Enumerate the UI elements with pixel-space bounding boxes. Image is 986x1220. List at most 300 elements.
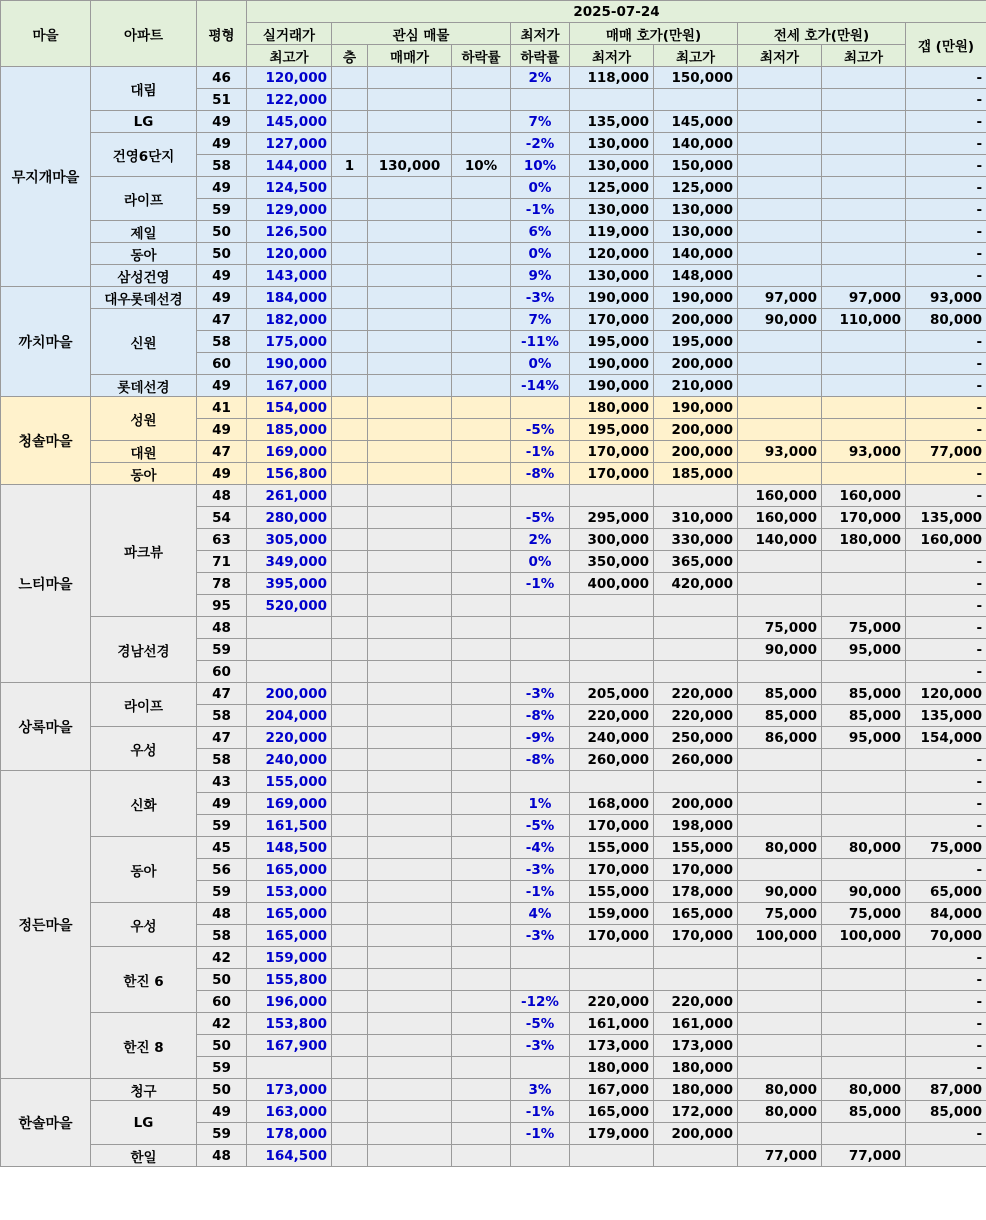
min-rate-cell: 9% <box>511 265 570 287</box>
size-cell: 48 <box>197 485 247 507</box>
floor-cell <box>332 309 368 331</box>
gap-cell: - <box>906 89 986 111</box>
village-name: 청솔마을 <box>1 397 91 485</box>
size-cell: 50 <box>197 1035 247 1057</box>
min-rate-cell: 6% <box>511 221 570 243</box>
min-rate-cell: -2% <box>511 133 570 155</box>
sale-max-cell <box>654 771 738 793</box>
floor-cell <box>332 771 368 793</box>
table-header <box>1 1 986 67</box>
table-row <box>1 375 986 397</box>
min-rate-cell: -3% <box>511 859 570 881</box>
min-rate-cell: 0% <box>511 353 570 375</box>
apt-name: 성원 <box>91 397 197 441</box>
village-name: 상록마을 <box>1 683 91 771</box>
jeonse-min-cell <box>738 419 822 441</box>
min-rate-cell: -3% <box>511 1035 570 1057</box>
jeonse-min-cell: 80,000 <box>738 1079 822 1101</box>
sale-max-cell: 365,000 <box>654 551 738 573</box>
sale-min-cell <box>570 485 654 507</box>
apt-name: 대림 <box>91 67 197 111</box>
size-cell: 42 <box>197 947 247 969</box>
size-cell: 49 <box>197 793 247 815</box>
drop-rate-cell <box>452 199 511 221</box>
min-rate-cell <box>511 661 570 683</box>
sale-max-cell: 178,000 <box>654 881 738 903</box>
real-max-cell: 200,000 <box>247 683 332 705</box>
size-cell: 58 <box>197 331 247 353</box>
gap-cell: - <box>906 353 986 375</box>
jeonse-min-cell <box>738 793 822 815</box>
apt-name: 건영6단지 <box>91 133 197 177</box>
sale-price-cell <box>368 243 452 265</box>
min-rate-cell: -12% <box>511 991 570 1013</box>
floor-cell <box>332 837 368 859</box>
sale-price-cell <box>368 881 452 903</box>
table-row <box>1 287 986 309</box>
apt-name: 롯데선경 <box>91 375 197 397</box>
min-rate-cell: -9% <box>511 727 570 749</box>
gap-cell: - <box>906 595 986 617</box>
jeonse-max-cell <box>822 595 906 617</box>
gap-cell: - <box>906 1035 986 1057</box>
drop-rate-cell <box>452 353 511 375</box>
gap-cell: 75,000 <box>906 837 986 859</box>
jeonse-max-cell: 180,000 <box>822 529 906 551</box>
gap-cell <box>906 1145 986 1167</box>
jeonse-max-cell <box>822 331 906 353</box>
jeonse-min-cell <box>738 155 822 177</box>
sale-price-cell <box>368 617 452 639</box>
jeonse-max-cell <box>822 815 906 837</box>
drop-rate-cell <box>452 243 511 265</box>
size-cell: 51 <box>197 89 247 111</box>
size-cell: 59 <box>197 815 247 837</box>
jeonse-min-cell: 100,000 <box>738 925 822 947</box>
sale-min-cell <box>570 617 654 639</box>
jeonse-max-cell: 75,000 <box>822 617 906 639</box>
table-row <box>1 221 986 243</box>
min-rate-cell <box>511 485 570 507</box>
village-name: 느티마을 <box>1 485 91 683</box>
drop-rate-cell <box>452 925 511 947</box>
min-rate-cell: -4% <box>511 837 570 859</box>
jeonse-min-cell: 75,000 <box>738 617 822 639</box>
sale-max-cell: 130,000 <box>654 221 738 243</box>
drop-rate-cell <box>452 265 511 287</box>
sale-min-cell: 170,000 <box>570 815 654 837</box>
real-max-cell: 120,000 <box>247 243 332 265</box>
drop-rate-cell <box>452 397 511 419</box>
jeonse-min-cell <box>738 463 822 485</box>
header-real-trade: 실거래가 <box>247 23 332 45</box>
real-max-cell: 185,000 <box>247 419 332 441</box>
jeonse-max-cell: 170,000 <box>822 507 906 529</box>
size-cell: 42 <box>197 1013 247 1035</box>
jeonse-min-cell <box>738 1035 822 1057</box>
jeonse-max-cell <box>822 111 906 133</box>
sale-max-cell <box>654 639 738 661</box>
sale-max-cell: 125,000 <box>654 177 738 199</box>
sale-min-cell: 170,000 <box>570 309 654 331</box>
floor-cell <box>332 133 368 155</box>
gap-cell: - <box>906 639 986 661</box>
min-rate-cell: -3% <box>511 683 570 705</box>
min-rate-cell: -1% <box>511 441 570 463</box>
jeonse-max-cell <box>822 969 906 991</box>
apt-name: 파크뷰 <box>91 485 197 617</box>
sale-max-cell <box>654 661 738 683</box>
sale-price-cell <box>368 1013 452 1035</box>
jeonse-min-cell: 97,000 <box>738 287 822 309</box>
village-name: 정든마을 <box>1 771 91 1079</box>
sale-price-cell <box>368 991 452 1013</box>
sale-price-cell <box>368 551 452 573</box>
drop-rate-cell <box>452 1145 511 1167</box>
sale-price-cell <box>368 793 452 815</box>
drop-rate-cell <box>452 1013 511 1035</box>
village-name: 까치마을 <box>1 287 91 397</box>
gap-cell: - <box>906 793 986 815</box>
table-row <box>1 683 986 705</box>
drop-rate-cell <box>452 1123 511 1145</box>
header-drop-rate: 하락률 <box>452 45 511 67</box>
floor-cell <box>332 903 368 925</box>
sale-min-cell: 168,000 <box>570 793 654 815</box>
jeonse-min-cell <box>738 771 822 793</box>
size-cell: 54 <box>197 507 247 529</box>
jeonse-max-cell: 90,000 <box>822 881 906 903</box>
floor-cell <box>332 177 368 199</box>
real-max-cell: 261,000 <box>247 485 332 507</box>
drop-rate-cell <box>452 375 511 397</box>
village-name: 한솔마을 <box>1 1079 91 1167</box>
sale-price-cell <box>368 837 452 859</box>
real-max-cell: 165,000 <box>247 925 332 947</box>
size-cell: 47 <box>197 683 247 705</box>
jeonse-min-cell <box>738 947 822 969</box>
apt-name: LG <box>91 111 197 133</box>
floor-cell <box>332 617 368 639</box>
jeonse-min-cell <box>738 661 822 683</box>
size-cell: 50 <box>197 969 247 991</box>
jeonse-max-cell: 95,000 <box>822 727 906 749</box>
min-rate-cell: -8% <box>511 463 570 485</box>
gap-cell: 65,000 <box>906 881 986 903</box>
table-row <box>1 1079 986 1101</box>
sale-min-cell: 120,000 <box>570 243 654 265</box>
sale-min-cell: 180,000 <box>570 397 654 419</box>
sale-max-cell: 172,000 <box>654 1101 738 1123</box>
jeonse-min-cell <box>738 749 822 771</box>
size-cell: 49 <box>197 463 247 485</box>
gap-cell: - <box>906 947 986 969</box>
jeonse-min-cell <box>738 815 822 837</box>
gap-cell: 70,000 <box>906 925 986 947</box>
apt-name: 경남선경 <box>91 617 197 683</box>
table-row <box>1 265 986 287</box>
apt-name: 제일 <box>91 221 197 243</box>
floor-cell <box>332 463 368 485</box>
sale-min-cell <box>570 1145 654 1167</box>
sale-min-cell: 130,000 <box>570 265 654 287</box>
sale-min-cell <box>570 595 654 617</box>
drop-rate-cell <box>452 903 511 925</box>
gap-cell: 154,000 <box>906 727 986 749</box>
gap-cell: - <box>906 815 986 837</box>
size-cell: 60 <box>197 661 247 683</box>
floor-cell <box>332 1145 368 1167</box>
sale-min-cell: 159,000 <box>570 903 654 925</box>
gap-cell: - <box>906 749 986 771</box>
sale-min-cell: 155,000 <box>570 881 654 903</box>
size-cell: 46 <box>197 67 247 89</box>
real-max-cell: 169,000 <box>247 441 332 463</box>
drop-rate-cell <box>452 1035 511 1057</box>
sale-price-cell <box>368 265 452 287</box>
drop-rate-cell <box>452 573 511 595</box>
jeonse-min-cell <box>738 265 822 287</box>
table-row <box>1 1101 986 1123</box>
jeonse-max-cell: 160,000 <box>822 485 906 507</box>
jeonse-min-cell <box>738 111 822 133</box>
size-cell: 49 <box>197 265 247 287</box>
floor-cell <box>332 375 368 397</box>
min-rate-cell <box>511 397 570 419</box>
sale-max-cell: 150,000 <box>654 67 738 89</box>
jeonse-min-cell <box>738 1057 822 1079</box>
sale-min-cell: 130,000 <box>570 199 654 221</box>
jeonse-max-cell <box>822 793 906 815</box>
min-rate-cell: 4% <box>511 903 570 925</box>
apt-name: 대원 <box>91 441 197 463</box>
min-rate-cell: 2% <box>511 529 570 551</box>
sale-max-cell: 130,000 <box>654 199 738 221</box>
min-rate-cell: 0% <box>511 243 570 265</box>
drop-rate-cell <box>452 683 511 705</box>
real-max-cell: 240,000 <box>247 749 332 771</box>
drop-rate-cell <box>452 441 511 463</box>
jeonse-min-cell: 90,000 <box>738 309 822 331</box>
gap-cell: - <box>906 1057 986 1079</box>
drop-rate-cell <box>452 485 511 507</box>
table-row <box>1 1145 986 1167</box>
sale-min-cell: 130,000 <box>570 155 654 177</box>
size-cell: 49 <box>197 111 247 133</box>
table-row <box>1 947 986 969</box>
size-cell: 47 <box>197 309 247 331</box>
floor-cell <box>332 639 368 661</box>
min-rate-cell: -1% <box>511 199 570 221</box>
real-max-cell: 129,000 <box>247 199 332 221</box>
gap-cell: - <box>906 221 986 243</box>
sale-min-cell: 130,000 <box>570 133 654 155</box>
drop-rate-cell <box>452 727 511 749</box>
drop-rate-cell <box>452 815 511 837</box>
size-cell: 59 <box>197 1057 247 1079</box>
drop-rate-cell <box>452 771 511 793</box>
jeonse-max-cell <box>822 221 906 243</box>
drop-rate-cell <box>452 221 511 243</box>
floor-cell <box>332 793 368 815</box>
size-cell: 58 <box>197 749 247 771</box>
drop-rate-cell <box>452 1057 511 1079</box>
drop-rate-cell <box>452 331 511 353</box>
real-max-cell: 156,800 <box>247 463 332 485</box>
drop-rate-cell <box>452 529 511 551</box>
size-cell: 50 <box>197 221 247 243</box>
jeonse-min-cell <box>738 177 822 199</box>
jeonse-max-cell <box>822 573 906 595</box>
table-row <box>1 243 986 265</box>
header-sale-min: 최저가 <box>570 45 654 67</box>
sale-min-cell: 135,000 <box>570 111 654 133</box>
sale-max-cell: 145,000 <box>654 111 738 133</box>
jeonse-max-cell: 75,000 <box>822 903 906 925</box>
real-max-cell: 173,000 <box>247 1079 332 1101</box>
table-row <box>1 903 986 925</box>
gap-cell: 80,000 <box>906 309 986 331</box>
sale-min-cell: 165,000 <box>570 1101 654 1123</box>
jeonse-max-cell <box>822 375 906 397</box>
jeonse-max-cell: 80,000 <box>822 837 906 859</box>
table-row <box>1 133 986 155</box>
drop-rate-cell <box>452 287 511 309</box>
floor-cell <box>332 507 368 529</box>
size-cell: 49 <box>197 419 247 441</box>
header-jeonse-quote: 전세 호가(만원) <box>738 23 906 45</box>
sale-price-cell <box>368 1123 452 1145</box>
sale-max-cell: 161,000 <box>654 1013 738 1035</box>
sale-min-cell: 119,000 <box>570 221 654 243</box>
sale-max-cell <box>654 485 738 507</box>
sale-price-cell <box>368 595 452 617</box>
sale-min-cell: 190,000 <box>570 375 654 397</box>
gap-cell: - <box>906 859 986 881</box>
jeonse-max-cell <box>822 991 906 1013</box>
sale-min-cell: 220,000 <box>570 705 654 727</box>
sale-price-cell <box>368 639 452 661</box>
min-rate-cell: 1% <box>511 793 570 815</box>
gap-cell: - <box>906 1013 986 1035</box>
size-cell: 49 <box>197 375 247 397</box>
drop-rate-cell <box>452 661 511 683</box>
jeonse-max-cell <box>822 67 906 89</box>
jeonse-max-cell: 80,000 <box>822 1079 906 1101</box>
floor-cell <box>332 705 368 727</box>
sale-price-cell <box>368 815 452 837</box>
jeonse-max-cell <box>822 265 906 287</box>
header-sale-max: 최고가 <box>654 45 738 67</box>
sale-price-cell <box>368 771 452 793</box>
floor-cell <box>332 89 368 111</box>
size-cell: 58 <box>197 705 247 727</box>
drop-rate-cell <box>452 551 511 573</box>
sale-min-cell: 180,000 <box>570 1057 654 1079</box>
jeonse-max-cell <box>822 859 906 881</box>
sale-max-cell: 185,000 <box>654 463 738 485</box>
sale-min-cell <box>570 639 654 661</box>
floor-cell <box>332 243 368 265</box>
village-name: 무지개마을 <box>1 67 91 287</box>
apt-name: 신화 <box>91 771 197 837</box>
sale-max-cell: 220,000 <box>654 991 738 1013</box>
real-max-cell: 163,000 <box>247 1101 332 1123</box>
sale-price-cell: 130,000 <box>368 155 452 177</box>
jeonse-min-cell <box>738 353 822 375</box>
real-max-cell: 144,000 <box>247 155 332 177</box>
jeonse-max-cell: 85,000 <box>822 683 906 705</box>
sale-price-cell <box>368 925 452 947</box>
sale-price-cell <box>368 683 452 705</box>
jeonse-min-cell: 75,000 <box>738 903 822 925</box>
table-row <box>1 441 986 463</box>
jeonse-min-cell: 140,000 <box>738 529 822 551</box>
floor-cell <box>332 441 368 463</box>
sale-max-cell: 260,000 <box>654 749 738 771</box>
floor-cell <box>332 947 368 969</box>
table-row <box>1 67 986 89</box>
size-cell: 49 <box>197 1101 247 1123</box>
table-row <box>1 463 986 485</box>
sale-max-cell <box>654 617 738 639</box>
sale-min-cell: 170,000 <box>570 859 654 881</box>
table-row <box>1 309 986 331</box>
apt-name: 우성 <box>91 903 197 947</box>
floor-cell <box>332 749 368 771</box>
floor-cell <box>332 661 368 683</box>
sale-max-cell: 250,000 <box>654 727 738 749</box>
gap-cell: - <box>906 991 986 1013</box>
jeonse-max-cell: 110,000 <box>822 309 906 331</box>
gap-cell: - <box>906 331 986 353</box>
sale-min-cell: 205,000 <box>570 683 654 705</box>
gap-cell: - <box>906 155 986 177</box>
sale-price-cell <box>368 1101 452 1123</box>
header-jeonse-max: 최고가 <box>822 45 906 67</box>
jeonse-max-cell <box>822 463 906 485</box>
sale-price-cell <box>368 1079 452 1101</box>
jeonse-min-cell <box>738 331 822 353</box>
sale-max-cell: 170,000 <box>654 859 738 881</box>
min-rate-cell: 7% <box>511 309 570 331</box>
header-village: 마을 <box>1 1 91 67</box>
sale-min-cell: 173,000 <box>570 1035 654 1057</box>
jeonse-min-cell <box>738 221 822 243</box>
jeonse-min-cell: 90,000 <box>738 881 822 903</box>
jeonse-min-cell: 85,000 <box>738 705 822 727</box>
jeonse-max-cell: 95,000 <box>822 639 906 661</box>
real-max-cell: 143,000 <box>247 265 332 287</box>
real-max-cell: 153,000 <box>247 881 332 903</box>
real-max-cell: 178,000 <box>247 1123 332 1145</box>
drop-rate-cell <box>452 507 511 529</box>
min-rate-cell: -5% <box>511 1013 570 1035</box>
floor-cell <box>332 419 368 441</box>
sale-min-cell: 400,000 <box>570 573 654 595</box>
floor-cell <box>332 265 368 287</box>
min-rate-cell: -8% <box>511 749 570 771</box>
apt-name: 동아 <box>91 243 197 265</box>
jeonse-max-cell <box>822 177 906 199</box>
sale-min-cell: 179,000 <box>570 1123 654 1145</box>
sale-max-cell <box>654 89 738 111</box>
header-apt: 아파트 <box>91 1 197 67</box>
floor-cell <box>332 353 368 375</box>
real-max-cell: 349,000 <box>247 551 332 573</box>
sale-price-cell <box>368 969 452 991</box>
apt-name: LG <box>91 1101 197 1145</box>
